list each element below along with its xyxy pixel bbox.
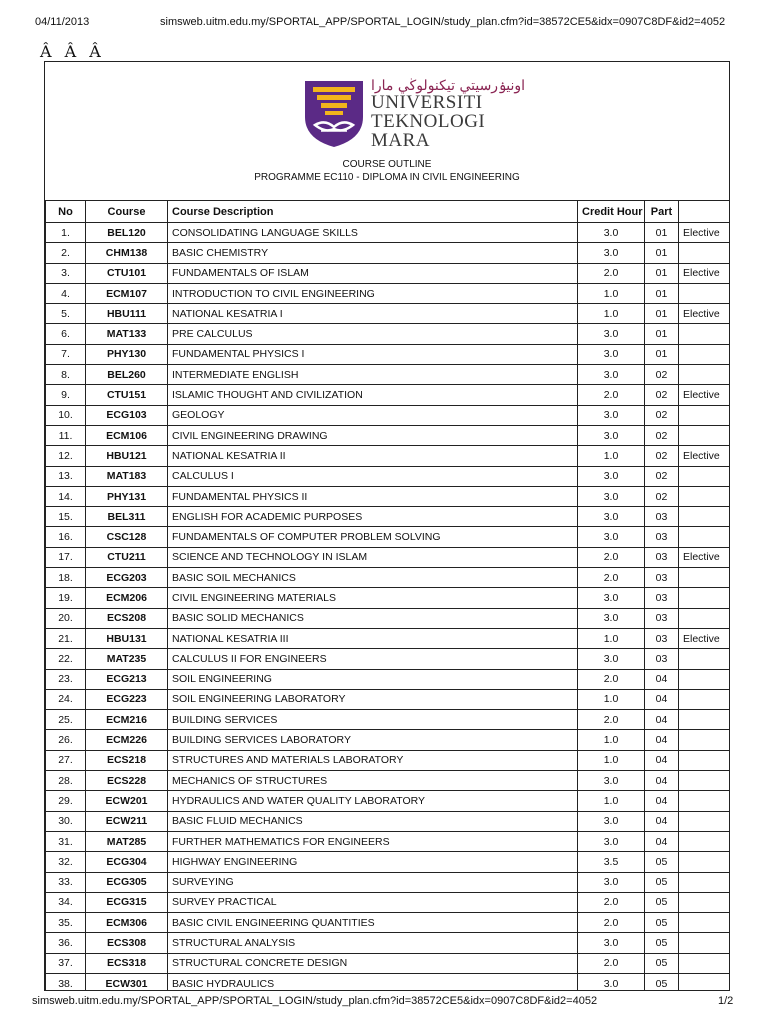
credit-hour: 2.0 bbox=[578, 710, 645, 730]
row-number: 1. bbox=[46, 223, 86, 243]
table-row bbox=[46, 568, 731, 588]
course-type bbox=[679, 973, 731, 991]
credit-hour: 3.0 bbox=[578, 771, 645, 791]
table-row bbox=[46, 263, 731, 283]
row-number: 23. bbox=[46, 669, 86, 689]
course-type bbox=[679, 811, 731, 831]
row-number: 22. bbox=[46, 649, 86, 669]
table-row bbox=[46, 689, 731, 709]
row-number: 3. bbox=[46, 263, 86, 283]
table-row bbox=[46, 324, 731, 344]
credit-hour: 3.0 bbox=[578, 486, 645, 506]
part-number: 03 bbox=[645, 628, 679, 648]
course-code: ECG203 bbox=[86, 568, 168, 588]
row-number: 6. bbox=[46, 324, 86, 344]
course-code: CTU101 bbox=[86, 263, 168, 283]
credit-hour: 2.0 bbox=[578, 953, 645, 973]
credit-hour: 2.0 bbox=[578, 385, 645, 405]
course-code: ECS308 bbox=[86, 933, 168, 953]
header-part: Part bbox=[645, 201, 679, 223]
course-code: BEL311 bbox=[86, 507, 168, 527]
table-row bbox=[46, 588, 731, 608]
course-type bbox=[679, 365, 731, 385]
table-row bbox=[46, 304, 731, 324]
part-number: 04 bbox=[645, 710, 679, 730]
row-number: 2. bbox=[46, 243, 86, 263]
course-type bbox=[679, 588, 731, 608]
course-code: ECW301 bbox=[86, 973, 168, 991]
course-description: BASIC FLUID MECHANICS bbox=[168, 811, 578, 831]
course-code: ECM226 bbox=[86, 730, 168, 750]
table-row bbox=[46, 811, 731, 831]
row-number: 9. bbox=[46, 385, 86, 405]
course-description: BASIC SOLID MECHANICS bbox=[168, 608, 578, 628]
credit-hour: 3.0 bbox=[578, 527, 645, 547]
part-number: 01 bbox=[645, 283, 679, 303]
part-number: 04 bbox=[645, 730, 679, 750]
credit-hour: 2.0 bbox=[578, 892, 645, 912]
header-no: No bbox=[46, 201, 86, 223]
page-number: 1/2 bbox=[718, 995, 734, 1007]
row-number: 14. bbox=[46, 486, 86, 506]
course-type bbox=[679, 649, 731, 669]
course-code: BEL260 bbox=[86, 365, 168, 385]
row-number: 8. bbox=[46, 365, 86, 385]
credit-hour: 2.0 bbox=[578, 263, 645, 283]
course-description: STRUCTURAL CONCRETE DESIGN bbox=[168, 953, 578, 973]
course-code: MAT285 bbox=[86, 831, 168, 851]
credit-hour: 3.0 bbox=[578, 344, 645, 364]
course-type bbox=[679, 933, 731, 953]
table-row bbox=[46, 973, 731, 991]
course-code: CTU151 bbox=[86, 385, 168, 405]
table-row bbox=[46, 831, 731, 851]
course-type bbox=[679, 892, 731, 912]
course-description: NATIONAL KESATRIA III bbox=[168, 628, 578, 648]
course-description: SURVEYING bbox=[168, 872, 578, 892]
credit-hour: 1.0 bbox=[578, 791, 645, 811]
course-code: MAT133 bbox=[86, 324, 168, 344]
course-type bbox=[679, 425, 731, 445]
course-description: PRE CALCULUS bbox=[168, 324, 578, 344]
part-number: 04 bbox=[645, 791, 679, 811]
course-outline-heading bbox=[45, 158, 729, 184]
course-description: INTERMEDIATE ENGLISH bbox=[168, 365, 578, 385]
credit-hour: 3.0 bbox=[578, 405, 645, 425]
course-type bbox=[679, 669, 731, 689]
course-type bbox=[679, 507, 731, 527]
course-code: BEL120 bbox=[86, 223, 168, 243]
course-code: PHY131 bbox=[86, 486, 168, 506]
row-number: 12. bbox=[46, 446, 86, 466]
course-description: SOIL ENGINEERING bbox=[168, 669, 578, 689]
course-type bbox=[679, 344, 731, 364]
garbled-characters: Â Â Â bbox=[40, 42, 105, 61]
course-description: BUILDING SERVICES LABORATORY bbox=[168, 730, 578, 750]
table-row bbox=[46, 243, 731, 263]
course-description: BASIC CIVIL ENGINEERING QUANTITIES bbox=[168, 913, 578, 933]
course-type: Elective bbox=[679, 223, 731, 243]
course-description: ENGLISH FOR ACADEMIC PURPOSES bbox=[168, 507, 578, 527]
course-type bbox=[679, 872, 731, 892]
table-row bbox=[46, 771, 731, 791]
course-code: ECW211 bbox=[86, 811, 168, 831]
course-code: ECG103 bbox=[86, 405, 168, 425]
course-description: NATIONAL KESATRIA I bbox=[168, 304, 578, 324]
row-number: 25. bbox=[46, 710, 86, 730]
row-number: 26. bbox=[46, 730, 86, 750]
course-code: CTU211 bbox=[86, 547, 168, 567]
course-outline-title: COURSE OUTLINE bbox=[342, 159, 432, 170]
course-type bbox=[679, 913, 731, 933]
table-row bbox=[46, 669, 731, 689]
course-type bbox=[679, 568, 731, 588]
course-description: NATIONAL KESATRIA II bbox=[168, 446, 578, 466]
course-type bbox=[679, 771, 731, 791]
course-type bbox=[679, 852, 731, 872]
course-code: MAT235 bbox=[86, 649, 168, 669]
row-number: 34. bbox=[46, 892, 86, 912]
credit-hour: 1.0 bbox=[578, 689, 645, 709]
course-code: ECM206 bbox=[86, 588, 168, 608]
course-description: ISLAMIC THOUGHT AND CIVILIZATION bbox=[168, 385, 578, 405]
course-type bbox=[679, 689, 731, 709]
part-number: 04 bbox=[645, 750, 679, 770]
course-description: SOIL ENGINEERING LABORATORY bbox=[168, 689, 578, 709]
table-row bbox=[46, 892, 731, 912]
table-row bbox=[46, 425, 731, 445]
course-code: ECG315 bbox=[86, 892, 168, 912]
credit-hour: 3.0 bbox=[578, 649, 645, 669]
table-row bbox=[46, 649, 731, 669]
course-code: ECM306 bbox=[86, 913, 168, 933]
table-row bbox=[46, 913, 731, 933]
table-row bbox=[46, 953, 731, 973]
course-type bbox=[679, 791, 731, 811]
table-row bbox=[46, 872, 731, 892]
course-code: HBU131 bbox=[86, 628, 168, 648]
credit-hour: 3.0 bbox=[578, 872, 645, 892]
course-description: SURVEY PRACTICAL bbox=[168, 892, 578, 912]
table-row bbox=[46, 466, 731, 486]
course-table-body bbox=[46, 223, 731, 992]
table-row bbox=[46, 223, 731, 243]
course-description: FURTHER MATHEMATICS FOR ENGINEERS bbox=[168, 831, 578, 851]
course-description: STRUCTURAL ANALYSIS bbox=[168, 933, 578, 953]
part-number: 05 bbox=[645, 933, 679, 953]
uitm-crest-icon bbox=[303, 79, 365, 149]
course-type: Elective bbox=[679, 304, 731, 324]
course-code: ECG213 bbox=[86, 669, 168, 689]
table-row bbox=[46, 852, 731, 872]
course-code: ECM107 bbox=[86, 283, 168, 303]
course-code: CHM138 bbox=[86, 243, 168, 263]
credit-hour: 3.0 bbox=[578, 507, 645, 527]
course-type: Elective bbox=[679, 628, 731, 648]
credit-hour: 3.0 bbox=[578, 811, 645, 831]
part-number: 04 bbox=[645, 669, 679, 689]
part-number: 05 bbox=[645, 973, 679, 991]
course-type bbox=[679, 283, 731, 303]
course-description: FUNDAMENTALS OF COMPUTER PROBLEM SOLVING bbox=[168, 527, 578, 547]
course-description: BASIC HYDRAULICS bbox=[168, 973, 578, 991]
course-type bbox=[679, 405, 731, 425]
credit-hour: 1.0 bbox=[578, 730, 645, 750]
credit-hour: 3.0 bbox=[578, 588, 645, 608]
row-number: 30. bbox=[46, 811, 86, 831]
part-number: 01 bbox=[645, 344, 679, 364]
credit-hour: 1.0 bbox=[578, 446, 645, 466]
jawi-university-name: اونيۏرسيتي تيكنولوڬي مارا bbox=[371, 78, 526, 94]
course-description: CALCULUS I bbox=[168, 466, 578, 486]
course-description: CIVIL ENGINEERING DRAWING bbox=[168, 425, 578, 445]
header-course: Course bbox=[86, 201, 168, 223]
row-number: 24. bbox=[46, 689, 86, 709]
print-footer-url: simsweb.uitm.edu.my/SPORTAL_APP/SPORTAL_LOGIN/study_plan.cfm?id=38572CE5&idx=0907C8DF&id2=4052 bbox=[32, 995, 598, 1007]
table-row bbox=[46, 933, 731, 953]
part-number: 05 bbox=[645, 852, 679, 872]
credit-hour: 3.0 bbox=[578, 933, 645, 953]
course-description: GEOLOGY bbox=[168, 405, 578, 425]
course-type bbox=[679, 750, 731, 770]
credit-hour: 1.0 bbox=[578, 628, 645, 648]
credit-hour: 3.0 bbox=[578, 831, 645, 851]
row-number: 28. bbox=[46, 771, 86, 791]
credit-hour: 1.0 bbox=[578, 283, 645, 303]
part-number: 01 bbox=[645, 304, 679, 324]
university-name-line-2: TEKNOLOGI bbox=[371, 111, 486, 132]
part-number: 05 bbox=[645, 872, 679, 892]
print-header-url: simsweb.uitm.edu.my/SPORTAL_APP/SPORTAL_LOGIN/study_plan.cfm?id=38572CE5&idx=0907C8DF&id2=4052 bbox=[160, 16, 726, 28]
credit-hour: 1.0 bbox=[578, 304, 645, 324]
row-number: 38. bbox=[46, 973, 86, 991]
row-number: 15. bbox=[46, 507, 86, 527]
course-type bbox=[679, 527, 731, 547]
part-number: 03 bbox=[645, 527, 679, 547]
course-type bbox=[679, 324, 731, 344]
table-row bbox=[46, 710, 731, 730]
course-type: Elective bbox=[679, 263, 731, 283]
row-number: 13. bbox=[46, 466, 86, 486]
table-row bbox=[46, 283, 731, 303]
row-number: 20. bbox=[46, 608, 86, 628]
row-number: 4. bbox=[46, 283, 86, 303]
part-number: 01 bbox=[645, 263, 679, 283]
row-number: 29. bbox=[46, 791, 86, 811]
row-number: 17. bbox=[46, 547, 86, 567]
part-number: 03 bbox=[645, 588, 679, 608]
part-number: 03 bbox=[645, 608, 679, 628]
row-number: 36. bbox=[46, 933, 86, 953]
course-code: ECS228 bbox=[86, 771, 168, 791]
course-type bbox=[679, 730, 731, 750]
row-number: 10. bbox=[46, 405, 86, 425]
credit-hour: 3.0 bbox=[578, 243, 645, 263]
course-description: INTRODUCTION TO CIVIL ENGINEERING bbox=[168, 283, 578, 303]
course-type bbox=[679, 831, 731, 851]
course-description: FUNDAMENTALS OF ISLAM bbox=[168, 263, 578, 283]
table-row bbox=[46, 486, 731, 506]
university-name bbox=[371, 93, 485, 150]
credit-hour: 3.0 bbox=[578, 973, 645, 991]
credit-hour: 1.0 bbox=[578, 750, 645, 770]
part-number: 02 bbox=[645, 365, 679, 385]
part-number: 04 bbox=[645, 811, 679, 831]
university-name-line-3: MARA bbox=[371, 130, 431, 151]
programme-title: PROGRAMME EC110 - DIPLOMA IN CIVIL ENGINEERING bbox=[254, 172, 520, 183]
part-number: 02 bbox=[645, 405, 679, 425]
row-number: 27. bbox=[46, 750, 86, 770]
course-code: ECS318 bbox=[86, 953, 168, 973]
row-number: 16. bbox=[46, 527, 86, 547]
credit-hour: 3.0 bbox=[578, 425, 645, 445]
part-number: 02 bbox=[645, 385, 679, 405]
course-description: BUILDING SERVICES bbox=[168, 710, 578, 730]
course-code: ECG305 bbox=[86, 872, 168, 892]
course-code: ECG304 bbox=[86, 852, 168, 872]
course-code: HBU121 bbox=[86, 446, 168, 466]
part-number: 02 bbox=[645, 446, 679, 466]
course-code: ECG223 bbox=[86, 689, 168, 709]
course-description: SCIENCE AND TECHNOLOGY IN ISLAM bbox=[168, 547, 578, 567]
table-row bbox=[46, 547, 731, 567]
table-row bbox=[46, 730, 731, 750]
table-row bbox=[46, 791, 731, 811]
credit-hour: 2.0 bbox=[578, 568, 645, 588]
course-description: FUNDAMENTAL PHYSICS I bbox=[168, 344, 578, 364]
credit-hour: 2.0 bbox=[578, 669, 645, 689]
credit-hour: 3.0 bbox=[578, 466, 645, 486]
part-number: 01 bbox=[645, 324, 679, 344]
course-table-header bbox=[46, 201, 731, 223]
course-type bbox=[679, 953, 731, 973]
course-code: ECM106 bbox=[86, 425, 168, 445]
course-description: HYDRAULICS AND WATER QUALITY LABORATORY bbox=[168, 791, 578, 811]
course-description: HIGHWAY ENGINEERING bbox=[168, 852, 578, 872]
row-number: 18. bbox=[46, 568, 86, 588]
row-number: 35. bbox=[46, 913, 86, 933]
course-description: FUNDAMENTAL PHYSICS II bbox=[168, 486, 578, 506]
row-number: 5. bbox=[46, 304, 86, 324]
course-code: ECS208 bbox=[86, 608, 168, 628]
row-number: 32. bbox=[46, 852, 86, 872]
part-number: 03 bbox=[645, 649, 679, 669]
header-course-description: Course Description bbox=[168, 201, 578, 223]
credit-hour: 3.0 bbox=[578, 608, 645, 628]
course-description: BASIC CHEMISTRY bbox=[168, 243, 578, 263]
course-description: STRUCTURES AND MATERIALS LABORATORY bbox=[168, 750, 578, 770]
part-number: 01 bbox=[645, 243, 679, 263]
table-row bbox=[46, 608, 731, 628]
course-type: Elective bbox=[679, 547, 731, 567]
course-code: PHY130 bbox=[86, 344, 168, 364]
course-code: MAT183 bbox=[86, 466, 168, 486]
table-row bbox=[46, 507, 731, 527]
part-number: 05 bbox=[645, 913, 679, 933]
row-number: 7. bbox=[46, 344, 86, 364]
course-description: CONSOLIDATING LANGUAGE SKILLS bbox=[168, 223, 578, 243]
table-row bbox=[46, 365, 731, 385]
course-code: ECM216 bbox=[86, 710, 168, 730]
course-type bbox=[679, 243, 731, 263]
course-code: CSC128 bbox=[86, 527, 168, 547]
row-number: 37. bbox=[46, 953, 86, 973]
course-description: CALCULUS II FOR ENGINEERS bbox=[168, 649, 578, 669]
header-course-type bbox=[679, 201, 731, 223]
course-table bbox=[45, 200, 730, 991]
course-type bbox=[679, 486, 731, 506]
row-number: 19. bbox=[46, 588, 86, 608]
credit-hour: 3.0 bbox=[578, 324, 645, 344]
course-description: MECHANICS OF STRUCTURES bbox=[168, 771, 578, 791]
course-description: BASIC SOIL MECHANICS bbox=[168, 568, 578, 588]
part-number: 05 bbox=[645, 953, 679, 973]
credit-hour: 2.0 bbox=[578, 913, 645, 933]
credit-hour: 3.5 bbox=[578, 852, 645, 872]
table-row bbox=[46, 385, 731, 405]
part-number: 04 bbox=[645, 689, 679, 709]
course-code: ECW201 bbox=[86, 791, 168, 811]
print-date: 04/11/2013 bbox=[35, 16, 90, 28]
course-type bbox=[679, 466, 731, 486]
course-code: HBU111 bbox=[86, 304, 168, 324]
row-number: 31. bbox=[46, 831, 86, 851]
course-description: CIVIL ENGINEERING MATERIALS bbox=[168, 588, 578, 608]
course-type: Elective bbox=[679, 385, 731, 405]
table-row bbox=[46, 628, 731, 648]
part-number: 04 bbox=[645, 771, 679, 791]
course-code: ECS218 bbox=[86, 750, 168, 770]
university-name-line-1: UNIVERSITI bbox=[371, 92, 483, 113]
course-type bbox=[679, 710, 731, 730]
part-number: 03 bbox=[645, 547, 679, 567]
row-number: 21. bbox=[46, 628, 86, 648]
part-number: 05 bbox=[645, 892, 679, 912]
part-number: 03 bbox=[645, 568, 679, 588]
credit-hour: 2.0 bbox=[578, 547, 645, 567]
row-number: 11. bbox=[46, 425, 86, 445]
part-number: 02 bbox=[645, 486, 679, 506]
table-row bbox=[46, 344, 731, 364]
row-number: 33. bbox=[46, 872, 86, 892]
table-row bbox=[46, 405, 731, 425]
course-outline-frame bbox=[44, 61, 730, 991]
part-number: 03 bbox=[645, 507, 679, 527]
credit-hour: 3.0 bbox=[578, 223, 645, 243]
header-credit-hour: Credit Hour bbox=[578, 201, 645, 223]
table-row bbox=[46, 750, 731, 770]
course-type bbox=[679, 608, 731, 628]
credit-hour: 3.0 bbox=[578, 365, 645, 385]
part-number: 01 bbox=[645, 223, 679, 243]
table-row bbox=[46, 527, 731, 547]
course-type: Elective bbox=[679, 446, 731, 466]
part-number: 04 bbox=[645, 831, 679, 851]
table-row bbox=[46, 446, 731, 466]
part-number: 02 bbox=[645, 466, 679, 486]
part-number: 02 bbox=[645, 425, 679, 445]
